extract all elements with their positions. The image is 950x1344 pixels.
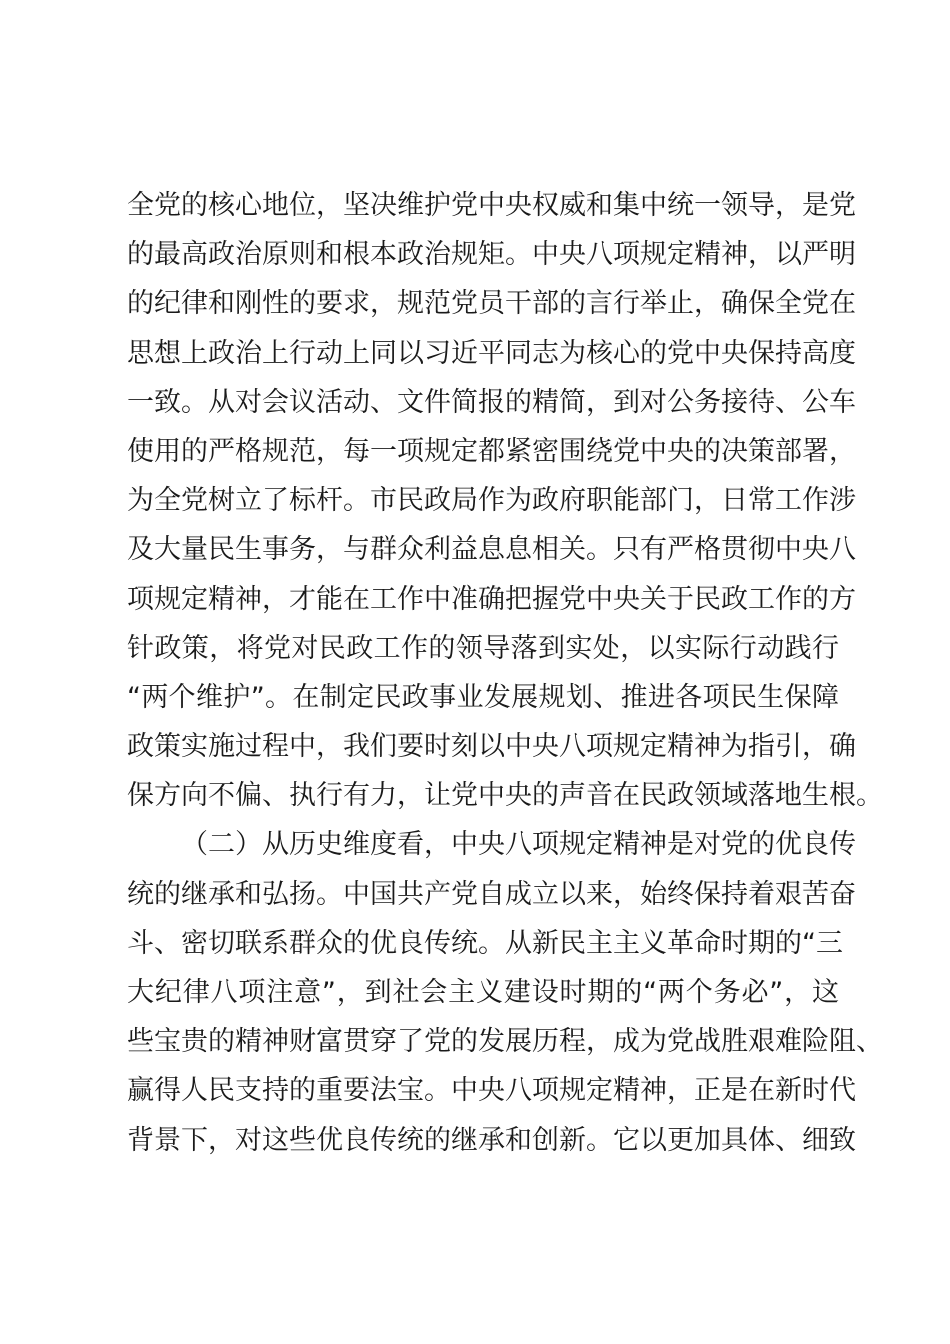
text-line: 为全党树立了标杆。市民政局作为政府职能部门，日常工作涉 — [127, 485, 856, 517]
text-line: 大纪律八项注意”，到社会主义建设时期的“两个务必”，这 — [127, 977, 839, 1008]
text-line: 项规定精神，才能在工作中准确把握党中央关于民政工作的方 — [127, 583, 856, 615]
text-line: 斗、密切联系群众的优良传统。从新民主主义革命时期的“三 — [127, 927, 843, 959]
body-text — [127, 181, 883, 1165]
text-line: 思想上政治上行动上同以习近平同志为核心的党中央保持高度 — [127, 337, 856, 369]
text-line: 赢得人民支持的重要法宝。中央八项规定精神，正是在新时代 — [127, 1075, 856, 1107]
text-line: 政策实施过程中，我们要时刻以中央八项规定精神为指引，确 — [127, 731, 856, 763]
text-line: 一致。从对会议活动、文件简报的精简，到对公务接待、公车 — [127, 386, 856, 418]
text-line: 背景下，对这些优良传统的继承和创新。它以更加具体、细致 — [127, 1124, 856, 1156]
text-line: 全党的核心地位，坚决维护党中央权威和集中统一领导，是党 — [127, 190, 856, 221]
text-line: 的最高政治原则和根本政治规矩。中央八项规定精神，以严明 — [127, 239, 856, 271]
text-line: “两个维护”。在制定民政事业发展规划、推进各项民生保障 — [127, 681, 839, 713]
text-line: 的纪律和刚性的要求，规范党员干部的言行举止，确保全党在 — [127, 288, 856, 320]
text-line: 使用的严格规范，每一项规定都紧密围绕党中央的决策部署， — [127, 435, 856, 467]
text-line: 及大量民生事务，与群众利益息息相关。只有严格贯彻中央八 — [127, 534, 856, 566]
text-line: 些宝贵的精神财富贯穿了党的发展历程，成为党战胜艰难险阻、 — [127, 1026, 883, 1058]
text-line: 统的继承和弘扬。中国共产党自成立以来，始终保持着艰苦奋 — [127, 878, 856, 910]
text-line: 保方向不偏、执行有力，让党中央的声音在民政领域落地生根。 — [127, 780, 883, 812]
section-heading-line: （二）从历史维度看，中央八项规定精神是对党的优良传 — [181, 829, 856, 861]
text-line: 针政策，将党对民政工作的领导落到实处，以实际行动践行 — [127, 632, 839, 664]
